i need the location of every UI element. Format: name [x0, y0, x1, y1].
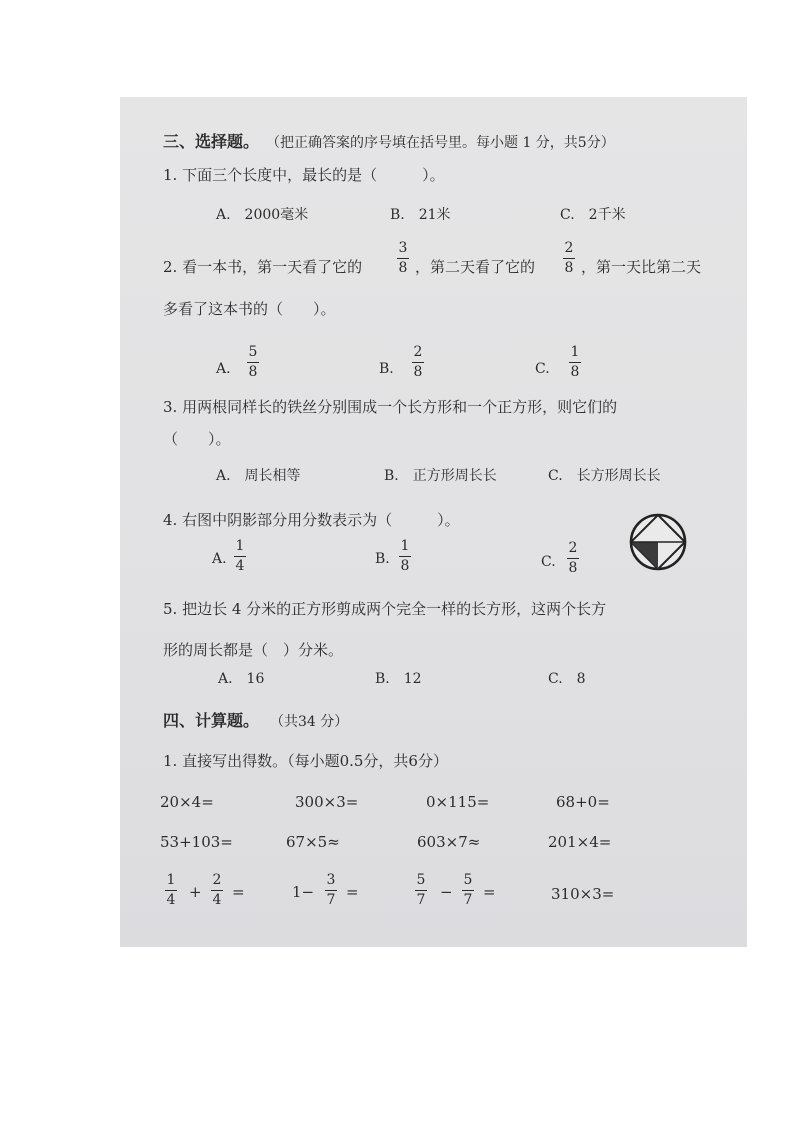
q1-text: 1. 下面三个长度中，最长的是（ ）。 [163, 166, 445, 184]
q2-option-b-label: B. [379, 361, 394, 377]
numerator: 5 [463, 872, 473, 888]
numerator: 2 [564, 240, 574, 256]
calc-r1-c3: 0×115= [426, 793, 490, 811]
calc-intro: 1. 直接写出得数。（每小题0.5分，共6分） [163, 752, 448, 770]
calc-r2-c3: 603×7≈ [417, 833, 481, 851]
q2-line2: 多看了这本书的（ ）。 [163, 300, 336, 318]
q2-fraction-2-8 [563, 240, 575, 277]
q2-option-a-label: A. [216, 361, 231, 377]
q2-option-b-fraction [412, 344, 424, 381]
q5-option-a: A. 16 [218, 671, 265, 687]
q4-option-c-fraction [567, 540, 579, 577]
denominator: 8 [248, 364, 258, 380]
denominator: 8 [413, 364, 423, 380]
q1-option-a: A. 2000毫米 [216, 207, 309, 223]
calc-r3-e1-op: + [189, 883, 202, 901]
numerator: 2 [413, 344, 423, 360]
denominator: 7 [326, 892, 336, 908]
calc-r3-e3-eq: = [483, 883, 496, 901]
calc-r3-e3-op: − [440, 883, 453, 901]
q4-option-a-fraction [234, 538, 246, 575]
q2-line1-part-c: ，第一天比第二天 [581, 258, 702, 276]
section-3-title: 三、选择题。 [163, 132, 260, 151]
denominator: 4 [235, 558, 245, 574]
q4-circle-diagram [628, 512, 688, 572]
q3-line2: （ ）。 [163, 430, 231, 448]
numerator: 5 [248, 344, 258, 360]
numerator: 2 [568, 540, 578, 556]
calc-r3-e1-eq: = [232, 883, 245, 901]
denominator: 8 [568, 560, 578, 576]
numerator: 3 [398, 240, 408, 256]
denominator: 4 [166, 892, 176, 908]
q2-line1-part-b: ，第二天看了它的 [415, 258, 536, 276]
denominator: 4 [212, 892, 222, 908]
q2-option-c-fraction [569, 344, 581, 381]
denominator: 8 [400, 558, 410, 574]
numerator: 1 [570, 344, 580, 360]
numerator: 1 [166, 872, 176, 888]
numerator: 2 [212, 872, 222, 888]
calc-r2-c1: 53+103= [160, 833, 233, 851]
q4-option-c-label: C. [541, 554, 556, 570]
section-4-note: （共34 分） [270, 714, 349, 730]
numerator: 1 [400, 538, 410, 554]
calc-r3-c4: 310×3= [551, 885, 615, 903]
denominator: 8 [564, 260, 574, 276]
calc-r3-e1-fraction-2 [211, 872, 223, 909]
q1-option-b: B. 21米 [390, 207, 451, 223]
q3-line1: 3. 用两根同样长的铁丝分别围成一个长方形和一个正方形，则它们的 [163, 398, 618, 416]
q5-option-b: B. 12 [375, 671, 422, 687]
numerator: 5 [416, 872, 426, 888]
calc-r3-e1-fraction-1 [165, 872, 177, 909]
calc-r3-e3-fraction-2 [462, 872, 474, 909]
calc-r1-c4: 68+0= [556, 793, 610, 811]
q2-option-a-fraction [247, 344, 259, 381]
q3-option-b: B. 正方形周长长 [384, 468, 497, 484]
calc-r2-c2: 67×5≈ [286, 833, 340, 851]
q3-option-a: A. 周长相等 [216, 468, 301, 484]
calc-r3-e2-eq: = [346, 883, 359, 901]
numerator: 3 [326, 872, 336, 888]
calc-r3-e3-fraction-1 [415, 872, 427, 909]
q5-line2: 形的周长都是（ ）分米。 [163, 641, 344, 659]
numerator: 1 [235, 538, 245, 554]
q4-option-a-label: A. [212, 551, 227, 567]
calc-r2-c4: 201×4= [548, 833, 612, 851]
q4-option-b-fraction [399, 538, 411, 575]
q5-line1: 5. 把边长 4 分米的正方形剪成两个完全一样的长方形，这两个长方 [163, 600, 607, 618]
calc-r1-c1: 20×4= [160, 793, 214, 811]
q4-text: 4. 右图中阴影部分用分数表示为（ ）。 [163, 511, 460, 529]
calc-r3-e2-fraction [325, 872, 337, 909]
calc-r3-e2-lhs: 1− [292, 883, 315, 901]
calc-r1-c2: 300×3= [295, 793, 359, 811]
denominator: 7 [416, 892, 426, 908]
denominator: 8 [570, 364, 580, 380]
q3-option-c: C. 长方形周长长 [548, 468, 661, 484]
denominator: 8 [398, 260, 408, 276]
section-3-note: （把正确答案的序号填在括号里。每小题 1 分，共5分） [266, 135, 615, 151]
denominator: 7 [463, 892, 473, 908]
q2-option-c-label: C. [535, 361, 550, 377]
q2-line1-part-a: 2. 看一本书，第一天看了它的 [163, 258, 363, 276]
q4-option-b-label: B. [375, 551, 390, 567]
exam-sheet [120, 97, 747, 947]
q2-fraction-3-8 [397, 240, 409, 277]
section-4-title: 四、计算题。 [163, 711, 260, 730]
q5-option-c: C. 8 [548, 671, 586, 687]
q1-option-c: C. 2千米 [560, 207, 626, 223]
